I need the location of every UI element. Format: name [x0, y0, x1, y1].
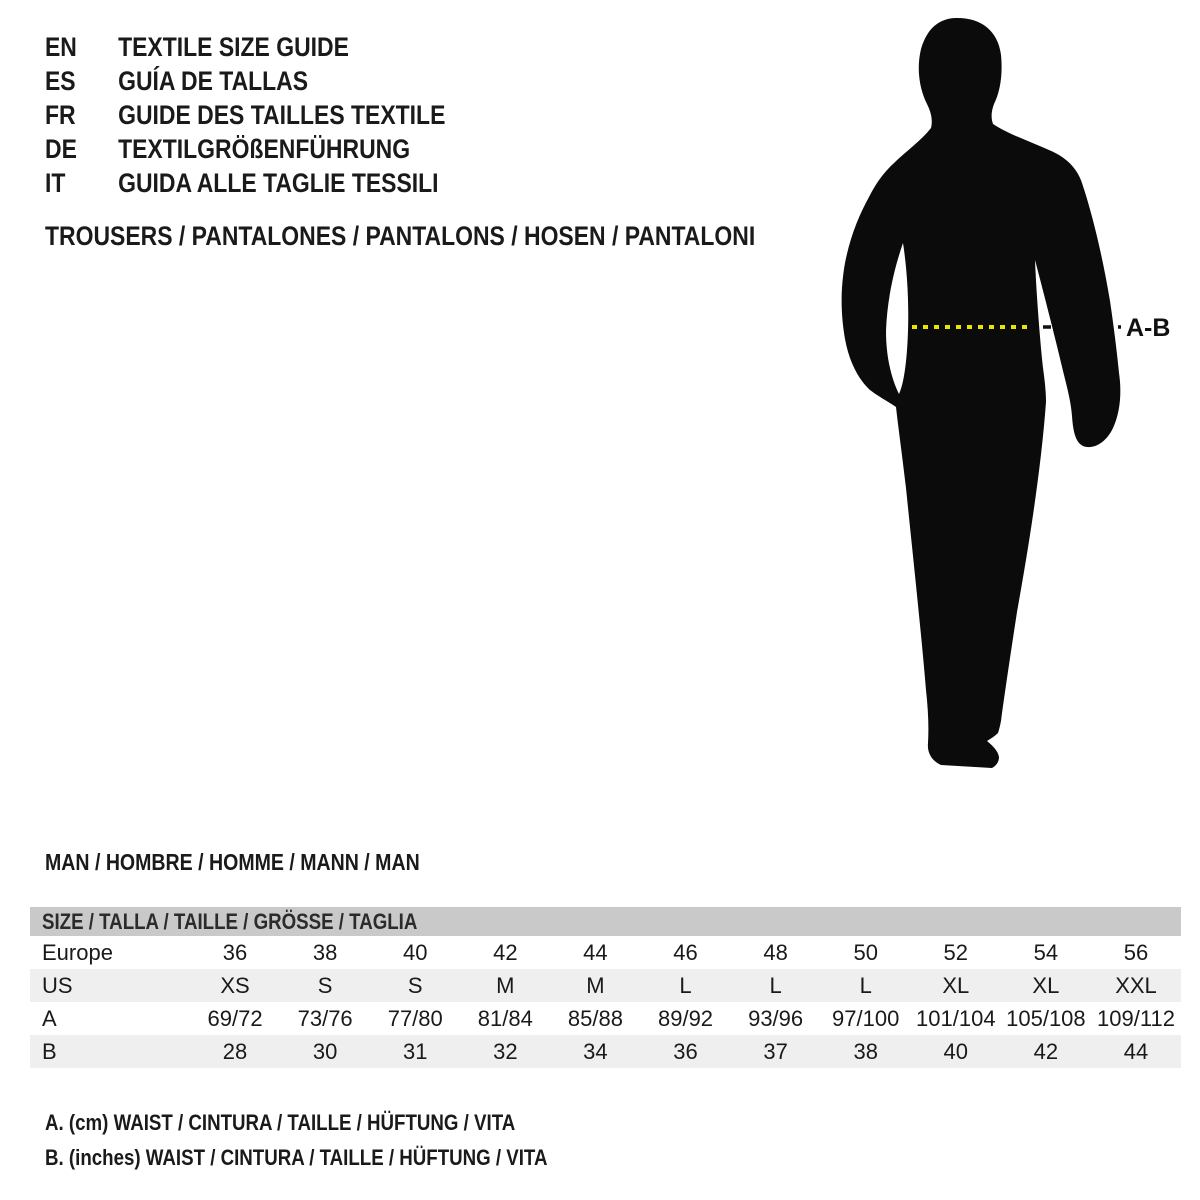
section-title-man [45, 849, 486, 875]
size-cell: S [407, 972, 423, 998]
size-cell: 97/100 [832, 1005, 900, 1031]
size-cell: L [679, 972, 692, 998]
size-cell: 40 [943, 1038, 969, 1064]
size-cell: 81/84 [477, 1005, 533, 1031]
size-cell: 44 [1123, 1038, 1149, 1064]
size-table-header-text: SIZE / TALLA / TAILLE / GRÖSSE / TAGLIA [42, 908, 418, 934]
language-title: GUIDE DES TAILLES TEXTILE [118, 99, 446, 130]
size-cell: S [317, 972, 333, 998]
language-row-text [45, 66, 308, 97]
language-title: TEXTILGRÖßENFÜHRUNG [118, 133, 411, 164]
footnote-text: B. (inches) WAIST / CINTURA / TAILLE / HÜFTUNG / VITA [45, 1144, 548, 1170]
size-cell: 28 [222, 1038, 248, 1064]
size-cell: 89/92 [657, 1005, 714, 1031]
language-title: GUÍA DE TALLAS [118, 65, 309, 96]
language-row [45, 98, 516, 132]
size-cell: 109/112 [1097, 1005, 1175, 1031]
size-cell: 77/80 [387, 1005, 443, 1031]
size-cell: 36 [673, 1038, 698, 1064]
size-cell: XL [1032, 972, 1060, 998]
row-label: B [42, 1038, 57, 1064]
size-cell: 52 [943, 939, 969, 965]
size-table [30, 907, 1181, 1068]
language-row-text [45, 32, 349, 63]
size-cell: M [586, 972, 605, 998]
size-cell: 48 [763, 939, 788, 965]
footnote [45, 1140, 636, 1175]
language-code: EN [45, 31, 77, 62]
language-title: GUIDA ALLE TAGLIE TESSILI [118, 167, 439, 198]
row-label: Europe [42, 939, 113, 965]
size-cell: 44 [583, 939, 608, 965]
size-table-header [30, 907, 1181, 936]
language-row-text [45, 100, 445, 131]
size-cell: XS [220, 972, 250, 998]
measure-label: A-B [1126, 314, 1171, 342]
language-guide [45, 30, 516, 200]
row-label: US [42, 972, 73, 998]
table-row [30, 1002, 1181, 1035]
size-cell: 36 [222, 939, 248, 965]
size-cell: 42 [493, 939, 518, 965]
size-table-body [30, 936, 1181, 1068]
size-cell: L [769, 972, 782, 998]
language-row [45, 30, 516, 64]
size-cell: 30 [312, 1038, 338, 1064]
language-title: TEXTILE SIZE GUIDE [118, 31, 349, 62]
size-cell: 93/96 [748, 1005, 804, 1031]
garment-title [45, 221, 881, 251]
size-cell: M [496, 972, 515, 998]
size-cell: 73/76 [297, 1005, 353, 1031]
table-row [30, 936, 1181, 969]
language-code: FR [45, 99, 76, 130]
table-row [30, 969, 1181, 1002]
size-cell: 31 [402, 1038, 428, 1064]
size-cell: XL [942, 972, 970, 998]
size-cell: 85/88 [567, 1005, 623, 1031]
size-cell: 54 [1033, 939, 1059, 965]
language-code: IT [45, 167, 66, 198]
row-label: A [42, 1005, 57, 1031]
language-code: DE [45, 133, 77, 164]
size-cell: 105/108 [1006, 1005, 1086, 1031]
size-cell: 34 [583, 1038, 608, 1064]
size-cell: 69/72 [207, 1005, 263, 1031]
size-cell: 56 [1123, 939, 1149, 965]
language-row [45, 166, 516, 200]
section-title-text: MAN / HOMBRE / HOMME / MANN / MAN [45, 848, 420, 875]
language-row [45, 64, 516, 98]
language-code: ES [45, 65, 76, 96]
man-silhouette-path [842, 18, 1121, 768]
language-row-text [45, 134, 410, 165]
size-cell: 50 [853, 939, 878, 965]
size-cell: 37 [763, 1038, 788, 1064]
size-cell: L [859, 972, 872, 998]
size-cell: 32 [493, 1038, 518, 1064]
footnote [45, 1105, 636, 1140]
size-cell: 38 [853, 1038, 878, 1064]
garment-title-text: TROUSERS / PANTALONES / PANTALONS / HOSEN / PANTALONI [45, 220, 756, 251]
size-cell: 42 [1033, 1038, 1059, 1064]
size-cell: 46 [673, 939, 698, 965]
footnote-text: A. (cm) WAIST / CINTURA / TAILLE / HÜFTUNG / VITA [45, 1109, 516, 1135]
size-cell: XXL [1115, 972, 1157, 998]
language-row-text [45, 168, 439, 199]
size-cell: 40 [402, 939, 428, 965]
footnotes [45, 1105, 636, 1175]
language-row [45, 132, 516, 166]
table-row [30, 1035, 1181, 1068]
size-cell: 101/104 [916, 1005, 996, 1031]
size-cell: 38 [312, 939, 338, 965]
